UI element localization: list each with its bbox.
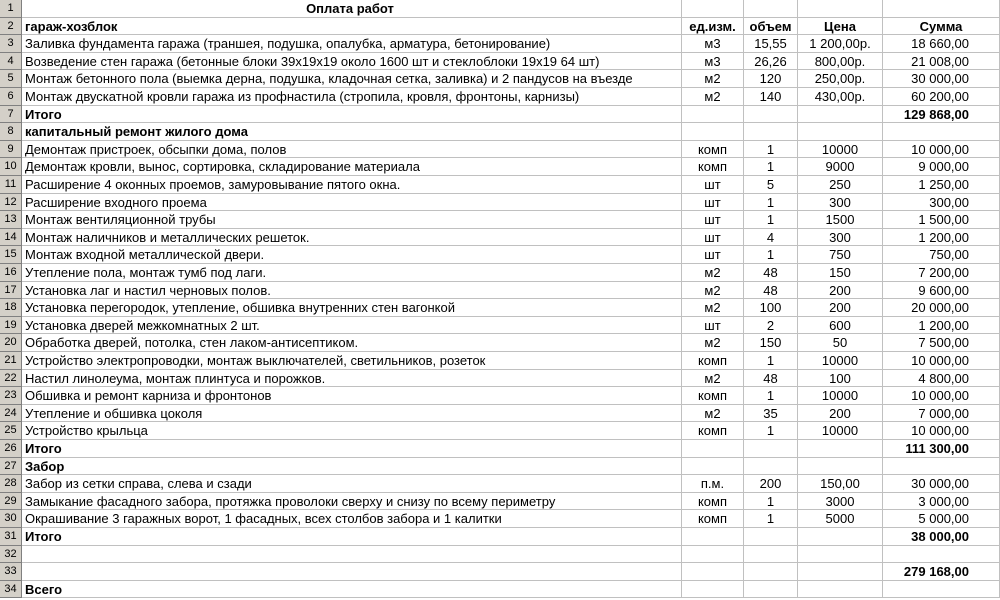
price-cell[interactable]: 10000	[798, 422, 883, 440]
description-cell[interactable]: Расширение 4 оконных проемов, замуровывание пятого окна.	[22, 176, 682, 194]
cell[interactable]	[744, 563, 798, 581]
sum-cell[interactable]: 10 000,00	[883, 387, 1000, 405]
row-header[interactable]: 16	[0, 264, 22, 282]
row-header[interactable]: 17	[0, 282, 22, 300]
sum-cell[interactable]: 5 000,00	[883, 510, 1000, 528]
price-cell[interactable]: 1 200,00р.	[798, 35, 883, 53]
unit-cell[interactable]: м2	[682, 334, 744, 352]
price-cell[interactable]: 10000	[798, 387, 883, 405]
unit-cell[interactable]: шт	[682, 229, 744, 247]
description-cell[interactable]: Установка перегородок, утепление, обшивка внутренних стен вагонкой	[22, 299, 682, 317]
description-cell[interactable]: Установка дверей межкомнатных 2 шт.	[22, 317, 682, 335]
total-sum[interactable]: 129 868,00	[883, 106, 1000, 124]
row-header[interactable]: 22	[0, 370, 22, 388]
price-cell[interactable]: 150,00	[798, 475, 883, 493]
sum-cell[interactable]: 9 000,00	[883, 158, 1000, 176]
sum-header[interactable]: Сумма	[883, 18, 1000, 36]
description-cell[interactable]: Заливка фундамента гаража (траншея, подушка, опалубка, арматура, бетонирование)	[22, 35, 682, 53]
volume-cell[interactable]: 200	[744, 475, 798, 493]
cell[interactable]	[682, 528, 744, 546]
row-header[interactable]: 23	[0, 387, 22, 405]
volume-cell[interactable]: 1	[744, 510, 798, 528]
table-row	[0, 475, 1000, 493]
price-cell[interactable]: 3000	[798, 493, 883, 511]
sum-cell[interactable]: 1 200,00	[883, 229, 1000, 247]
description-cell[interactable]: Забор из сетки справа, слева и сзади	[22, 475, 682, 493]
cell[interactable]	[744, 546, 798, 564]
cell[interactable]	[682, 123, 744, 141]
unit-cell[interactable]: м2	[682, 70, 744, 88]
row-header[interactable]: 33	[0, 563, 22, 581]
volume-cell[interactable]: 26,26	[744, 53, 798, 71]
row-header[interactable]: 27	[0, 458, 22, 476]
grand-total-label[interactable]: Всего	[22, 581, 682, 599]
empty-row	[0, 546, 1000, 564]
price-cell[interactable]: 1500	[798, 211, 883, 229]
sum-cell[interactable]: 21 008,00	[883, 53, 1000, 71]
volume-cell[interactable]: 1	[744, 246, 798, 264]
total-sum[interactable]: 38 000,00	[883, 528, 1000, 546]
cell[interactable]	[682, 0, 744, 18]
sum-cell[interactable]: 7 000,00	[883, 405, 1000, 423]
cell[interactable]	[744, 106, 798, 124]
volume-cell[interactable]: 48	[744, 264, 798, 282]
cell[interactable]	[883, 0, 1000, 18]
row-header[interactable]: 6	[0, 88, 22, 106]
sum-cell[interactable]: 750,00	[883, 246, 1000, 264]
section-title-cell[interactable]: капитальный ремонт жилого дома	[22, 123, 682, 141]
sum-cell[interactable]: 1 200,00	[883, 317, 1000, 335]
cell[interactable]	[744, 123, 798, 141]
unit-cell[interactable]: комп	[682, 493, 744, 511]
grand-total-label-row	[0, 581, 1000, 599]
sum-cell[interactable]: 10 000,00	[883, 141, 1000, 159]
description-cell[interactable]: Утепление и обшивка цоколя	[22, 405, 682, 423]
volume-cell[interactable]: 1	[744, 387, 798, 405]
table-row	[0, 334, 1000, 352]
unit-cell[interactable]: комп	[682, 422, 744, 440]
row-header[interactable]: 7	[0, 106, 22, 124]
row-header[interactable]: 3	[0, 35, 22, 53]
total-label[interactable]: Итого	[22, 528, 682, 546]
section-row	[0, 458, 1000, 476]
cell[interactable]	[22, 546, 682, 564]
unit-header[interactable]: ед.изм.	[682, 18, 744, 36]
row-header[interactable]: 10	[0, 158, 22, 176]
price-cell[interactable]: 430,00р.	[798, 88, 883, 106]
table-row	[0, 246, 1000, 264]
sheet-title-cell[interactable]	[22, 0, 682, 18]
unit-cell[interactable]: комп	[682, 387, 744, 405]
table-row	[0, 35, 1000, 53]
row-header[interactable]: 28	[0, 475, 22, 493]
table-row	[0, 299, 1000, 317]
row-header[interactable]: 14	[0, 229, 22, 247]
cell[interactable]	[798, 458, 883, 476]
unit-cell[interactable]: м2	[682, 405, 744, 423]
cell[interactable]	[744, 528, 798, 546]
cell[interactable]	[798, 563, 883, 581]
volume-cell[interactable]: 1	[744, 352, 798, 370]
unit-cell[interactable]: комп	[682, 141, 744, 159]
table-row	[0, 264, 1000, 282]
cell[interactable]	[798, 581, 883, 599]
price-cell[interactable]: 200	[798, 282, 883, 300]
cell[interactable]	[883, 581, 1000, 599]
table-row	[0, 211, 1000, 229]
table-row	[0, 282, 1000, 300]
description-cell[interactable]: Монтаж двускатной кровли гаража из профнастила (стропила, кровля, фронтоны, карнизы)	[22, 88, 682, 106]
description-cell[interactable]: Монтаж бетонного пола (выемка дерна, подушка, кладочная сетка, заливка) и 2 пандусов на въезде	[22, 70, 682, 88]
sum-cell[interactable]: 9 600,00	[883, 282, 1000, 300]
cell[interactable]	[744, 0, 798, 18]
price-cell[interactable]: 50	[798, 334, 883, 352]
row-header[interactable]: 5	[0, 70, 22, 88]
section-title-cell[interactable]: Забор	[22, 458, 682, 476]
description-cell[interactable]: Монтаж наличников и металлических решеток.	[22, 229, 682, 247]
volume-cell[interactable]: 4	[744, 229, 798, 247]
description-cell[interactable]: Расширение входного проема	[22, 194, 682, 212]
table-row	[0, 70, 1000, 88]
row-header[interactable]: 32	[0, 546, 22, 564]
unit-cell[interactable]: м2	[682, 370, 744, 388]
price-cell[interactable]: 300	[798, 229, 883, 247]
table-row	[0, 493, 1000, 511]
table-row	[0, 53, 1000, 71]
sum-cell[interactable]: 7 200,00	[883, 264, 1000, 282]
grand-total-sum[interactable]: 279 168,00	[883, 563, 1000, 581]
volume-cell[interactable]: 1	[744, 194, 798, 212]
price-cell[interactable]: 800,00р.	[798, 53, 883, 71]
volume-cell[interactable]: 1	[744, 158, 798, 176]
sum-cell[interactable]: 7 500,00	[883, 334, 1000, 352]
sum-cell[interactable]: 60 200,00	[883, 88, 1000, 106]
table-row	[0, 88, 1000, 106]
table-row	[0, 422, 1000, 440]
volume-cell[interactable]: 150	[744, 334, 798, 352]
price-cell[interactable]: 300	[798, 194, 883, 212]
header-row	[0, 18, 1000, 36]
cell[interactable]	[883, 546, 1000, 564]
price-cell[interactable]: 10000	[798, 352, 883, 370]
cell[interactable]	[798, 546, 883, 564]
description-cell[interactable]: Устройство крыльца	[22, 422, 682, 440]
sum-cell[interactable]: 4 800,00	[883, 370, 1000, 388]
row-header[interactable]: 24	[0, 405, 22, 423]
unit-cell[interactable]: шт	[682, 194, 744, 212]
unit-cell[interactable]: м2	[682, 299, 744, 317]
cell[interactable]	[744, 440, 798, 458]
description-cell[interactable]: Окрашивание 3 гаражных ворот, 1 фасадных, всех столбов забора и 1 калитки	[22, 510, 682, 528]
row-header[interactable]: 20	[0, 334, 22, 352]
unit-cell[interactable]: шт	[682, 176, 744, 194]
cell[interactable]	[682, 546, 744, 564]
volume-cell[interactable]: 1	[744, 422, 798, 440]
description-cell[interactable]: Демонтаж кровли, вынос, сортировка, складирование материала	[22, 158, 682, 176]
description-cell[interactable]: Возведение стен гаража (бетонные блоки 39х19х19 около 1600 шт и стеклоблоки 19х19 64 шт)	[22, 53, 682, 71]
row-header[interactable]: 4	[0, 53, 22, 71]
price-cell[interactable]: 600	[798, 317, 883, 335]
table-row	[0, 370, 1000, 388]
unit-cell[interactable]: комп	[682, 158, 744, 176]
unit-cell[interactable]: шт	[682, 317, 744, 335]
cell[interactable]	[798, 528, 883, 546]
unit-cell[interactable]: м2	[682, 282, 744, 300]
table-row	[0, 229, 1000, 247]
description-cell[interactable]: Демонтаж пристроек, обсыпки дома, полов	[22, 141, 682, 159]
row-header[interactable]: 11	[0, 176, 22, 194]
price-cell[interactable]: 10000	[798, 141, 883, 159]
table-row	[0, 194, 1000, 212]
sum-cell[interactable]: 20 000,00	[883, 299, 1000, 317]
description-cell[interactable]: Монтаж входной металлической двери.	[22, 246, 682, 264]
unit-cell[interactable]: комп	[682, 352, 744, 370]
cell[interactable]	[682, 106, 744, 124]
sum-cell[interactable]: 3 000,00	[883, 493, 1000, 511]
total-label[interactable]: Итого	[22, 440, 682, 458]
table-row	[0, 176, 1000, 194]
cell[interactable]	[883, 123, 1000, 141]
row-header[interactable]: 21	[0, 352, 22, 370]
description-cell[interactable]: Настил линолеума, монтаж плинтуса и порожков.	[22, 370, 682, 388]
cell[interactable]	[798, 440, 883, 458]
volume-header[interactable]: объем	[744, 18, 798, 36]
sum-cell[interactable]: 18 660,00	[883, 35, 1000, 53]
sum-cell[interactable]: 30 000,00	[883, 70, 1000, 88]
table-row	[0, 317, 1000, 335]
volume-cell[interactable]: 140	[744, 88, 798, 106]
price-cell[interactable]: 9000	[798, 158, 883, 176]
cell[interactable]	[744, 458, 798, 476]
row-header[interactable]: 8	[0, 123, 22, 141]
table-row	[0, 352, 1000, 370]
cell[interactable]	[798, 106, 883, 124]
table-row	[0, 387, 1000, 405]
sum-cell[interactable]: 1 250,00	[883, 176, 1000, 194]
cell[interactable]	[22, 563, 682, 581]
volume-cell[interactable]: 120	[744, 70, 798, 88]
row-header[interactable]: 12	[0, 194, 22, 212]
description-cell[interactable]: Устройство электропроводки, монтаж выключателей, светильников, розеток	[22, 352, 682, 370]
volume-cell[interactable]: 48	[744, 370, 798, 388]
unit-cell[interactable]: м2	[682, 264, 744, 282]
volume-cell[interactable]: 1	[744, 141, 798, 159]
description-cell[interactable]: Утепление пола, монтаж тумб под лаги.	[22, 264, 682, 282]
unit-cell[interactable]: м3	[682, 53, 744, 71]
total-row	[0, 440, 1000, 458]
sum-cell[interactable]: 10 000,00	[883, 422, 1000, 440]
price-cell[interactable]: 250	[798, 176, 883, 194]
row-header[interactable]: 34	[0, 581, 22, 599]
sum-cell[interactable]: 300,00	[883, 194, 1000, 212]
row-header[interactable]: 26	[0, 440, 22, 458]
description-cell[interactable]: Обработка дверей, потолка, стен лаком-антисептиком.	[22, 334, 682, 352]
row-header[interactable]: 31	[0, 528, 22, 546]
sum-cell[interactable]: 10 000,00	[883, 352, 1000, 370]
row-header[interactable]: 25	[0, 422, 22, 440]
cell[interactable]	[883, 458, 1000, 476]
volume-cell[interactable]: 1	[744, 493, 798, 511]
row-header[interactable]: 13	[0, 211, 22, 229]
section-row	[0, 123, 1000, 141]
row-header[interactable]: 2	[0, 18, 22, 36]
unit-cell[interactable]: п.м.	[682, 475, 744, 493]
price-cell[interactable]: 150	[798, 264, 883, 282]
description-cell[interactable]: Монтаж вентиляционной трубы	[22, 211, 682, 229]
volume-cell[interactable]: 15,55	[744, 35, 798, 53]
grand-total-row	[0, 563, 1000, 581]
row-header[interactable]: 19	[0, 317, 22, 335]
cell[interactable]	[682, 440, 744, 458]
cell[interactable]	[682, 581, 744, 599]
total-row	[0, 106, 1000, 124]
total-sum[interactable]: 111 300,00	[883, 440, 1000, 458]
price-cell[interactable]: 200	[798, 405, 883, 423]
section-title-cell[interactable]: гараж-хозблок	[22, 18, 682, 36]
table-row	[0, 141, 1000, 159]
cell[interactable]	[744, 581, 798, 599]
volume-cell[interactable]: 1	[744, 211, 798, 229]
volume-cell[interactable]: 5	[744, 176, 798, 194]
unit-cell[interactable]: комп	[682, 510, 744, 528]
cell[interactable]	[798, 123, 883, 141]
description-cell[interactable]: Замыкание фасадного забора, протяжка проволоки сверху и снизу по всему периметру	[22, 493, 682, 511]
volume-cell[interactable]: 48	[744, 282, 798, 300]
volume-cell[interactable]: 35	[744, 405, 798, 423]
price-header[interactable]: Цена	[798, 18, 883, 36]
unit-cell[interactable]: шт	[682, 211, 744, 229]
price-cell[interactable]: 750	[798, 246, 883, 264]
row-header[interactable]: 30	[0, 510, 22, 528]
row-header[interactable]: 1	[0, 0, 22, 18]
table-row	[0, 158, 1000, 176]
price-cell[interactable]: 5000	[798, 510, 883, 528]
volume-cell[interactable]: 2	[744, 317, 798, 335]
unit-cell[interactable]: м2	[682, 88, 744, 106]
sum-cell[interactable]: 30 000,00	[883, 475, 1000, 493]
price-cell[interactable]: 200	[798, 299, 883, 317]
cell[interactable]	[798, 0, 883, 18]
table-row	[0, 510, 1000, 528]
sum-cell[interactable]: 1 500,00	[883, 211, 1000, 229]
unit-cell[interactable]: м3	[682, 35, 744, 53]
total-row	[0, 528, 1000, 546]
description-cell[interactable]: Обшивка и ремонт карниза и фронтонов	[22, 387, 682, 405]
price-cell[interactable]: 100	[798, 370, 883, 388]
sheet-row	[0, 0, 1000, 18]
row-header[interactable]: 29	[0, 493, 22, 511]
cell[interactable]	[682, 458, 744, 476]
unit-cell[interactable]: шт	[682, 246, 744, 264]
price-cell[interactable]: 250,00р.	[798, 70, 883, 88]
row-header[interactable]: 9	[0, 141, 22, 159]
table-row	[0, 405, 1000, 423]
total-label[interactable]: Итого	[22, 106, 682, 124]
sheet-title: Оплата работ	[306, 1, 394, 16]
row-header[interactable]: 18	[0, 299, 22, 317]
description-cell[interactable]: Установка лаг и настил черновых полов.	[22, 282, 682, 300]
row-header[interactable]: 15	[0, 246, 22, 264]
cell[interactable]	[682, 563, 744, 581]
volume-cell[interactable]: 100	[744, 299, 798, 317]
